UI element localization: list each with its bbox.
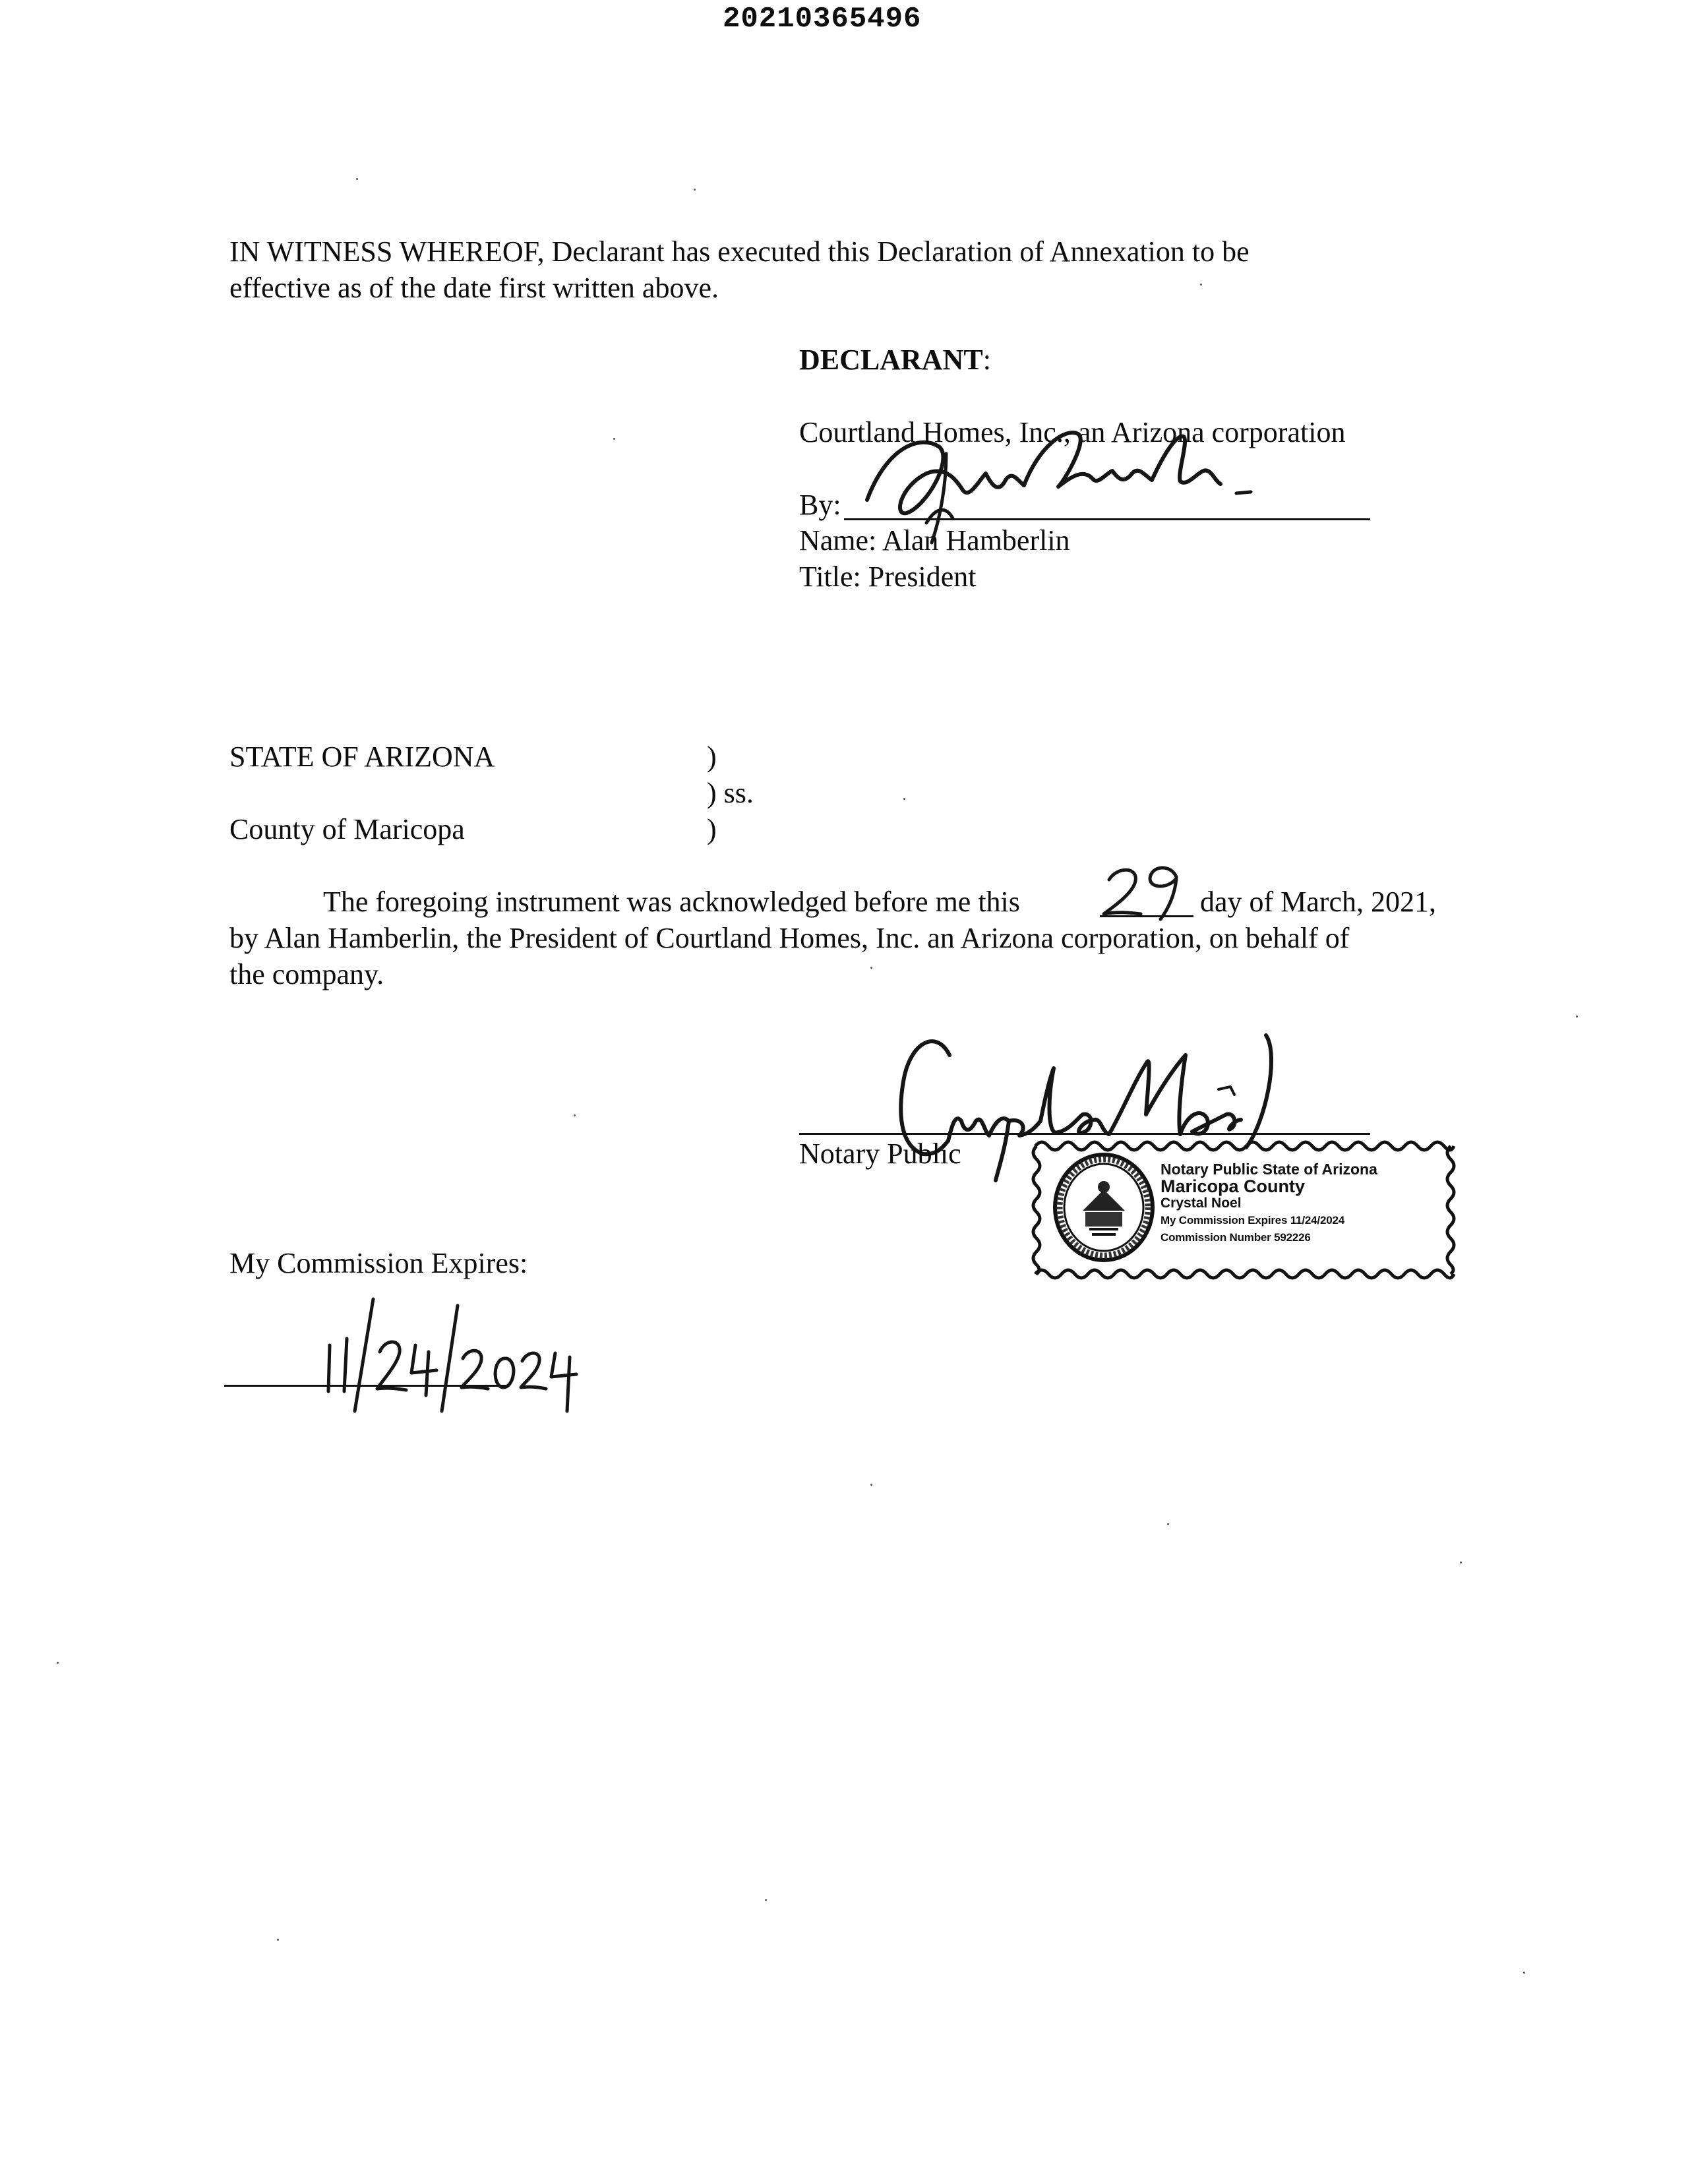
scan-speck xyxy=(356,178,358,180)
stamp-line-1: Notary Public State of Arizona xyxy=(1160,1161,1377,1178)
scan-speck xyxy=(1167,1523,1169,1525)
commission-expires-label: My Commission Expires: xyxy=(229,1247,528,1279)
declarant-heading-text: DECLARANT xyxy=(799,344,983,376)
scan-speck xyxy=(765,1899,767,1901)
stamp-line-2: Maricopa County xyxy=(1160,1176,1306,1196)
state-seal-icon xyxy=(1051,1151,1157,1263)
scan-speck xyxy=(613,438,615,440)
declarant-heading xyxy=(799,342,991,378)
scan-speck xyxy=(870,1484,872,1486)
declarant-heading-colon: : xyxy=(982,344,991,376)
scan-speck xyxy=(574,1114,576,1116)
scan-speck xyxy=(694,189,696,191)
declarant-title: Title: President xyxy=(799,561,977,593)
scan-speck xyxy=(870,967,872,969)
venue-state: STATE OF ARIZONA xyxy=(229,741,495,773)
venue-county: County of Maricopa xyxy=(229,813,465,845)
scan-speck xyxy=(1576,1016,1578,1017)
witness-line-1: IN WITNESS WHEREOF, Declarant has executed this Declaration of Annexation to be xyxy=(229,235,1250,268)
venue-paren-bottom: ) xyxy=(707,813,717,845)
acknowledgment-line-1b: day of March, 2021, xyxy=(1200,886,1437,918)
acknowledgment-line-2: by Alan Hamberlin, the President of Courtland Homes, Inc. an Arizona corporation, on behalf of xyxy=(229,922,1350,954)
stamp-line-4: My Commission Expires 11/24/2024 xyxy=(1160,1214,1344,1227)
witness-line-2: effective as of the date first written above. xyxy=(229,272,719,304)
scan-speck xyxy=(1200,284,1202,286)
handwritten-day xyxy=(1097,857,1196,923)
scan-speck xyxy=(1523,1972,1525,1974)
venue-paren-top: ) xyxy=(707,741,717,773)
notary-stamp xyxy=(1029,1136,1457,1285)
scan-speck xyxy=(1460,1562,1462,1563)
document-number: 20210365496 xyxy=(723,3,922,36)
declarant-name: Name: Alan Hamberlin xyxy=(799,524,1070,557)
stamp-text xyxy=(1160,1161,1377,1246)
scan-speck xyxy=(57,1662,59,1664)
stamp-line-5: Commission Number 592226 xyxy=(1160,1231,1311,1244)
declarant-signature xyxy=(847,408,1263,546)
acknowledgment-line-3: the company. xyxy=(229,958,384,990)
scan-speck xyxy=(277,1939,279,1941)
by-label: By: xyxy=(799,489,841,521)
venue-ss: ) ss. xyxy=(707,777,754,809)
stamp-line-3: Crystal Noel xyxy=(1160,1196,1242,1211)
declarant-company: Courtland Homes, Inc., an Arizona corporation xyxy=(799,416,1346,448)
acknowledgment-line-1a: The foregoing instrument was acknowledged before me this xyxy=(323,886,1020,918)
handwritten-expiry xyxy=(316,1292,593,1418)
notary-public-label: Notary Public xyxy=(799,1138,961,1170)
scan-speck xyxy=(903,798,905,800)
